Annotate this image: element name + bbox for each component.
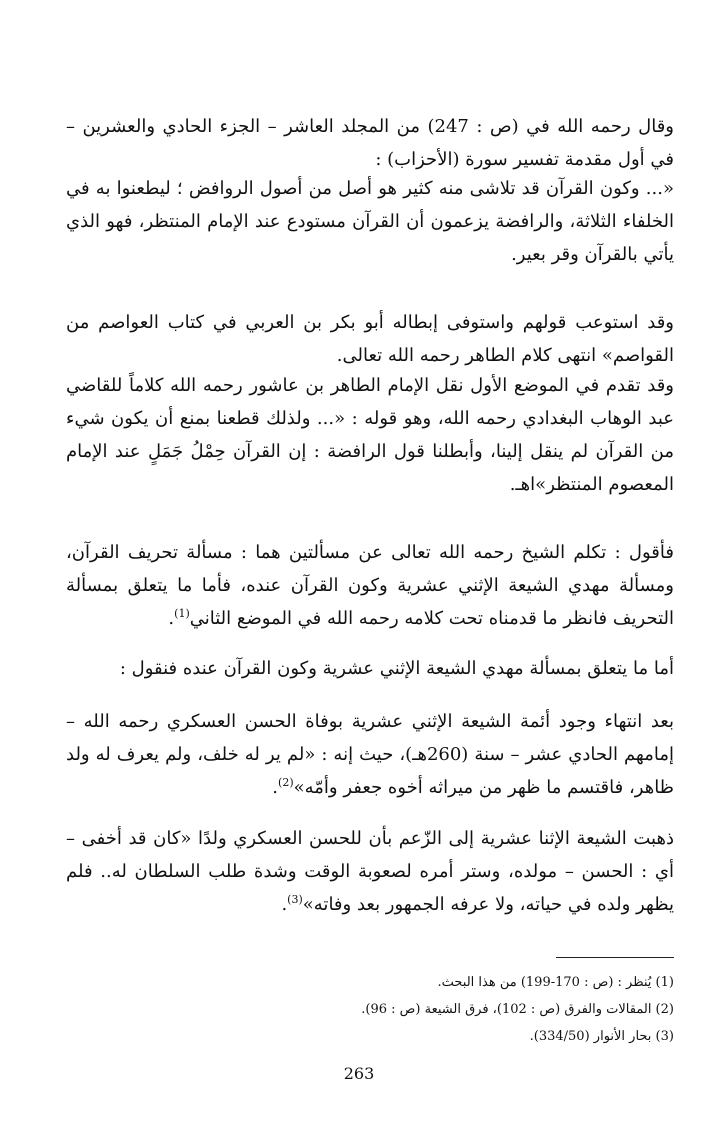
footnote-ref-3: (3)	[287, 893, 303, 906]
paragraph-text: وقال رحمه الله في (ص : 247) من المجلد العاشر – الجزء الحادي والعشرين – في أول مقدمة تفسير سورة (الأحزاب) :	[66, 116, 674, 170]
paragraph-commentary: فأقول : تكلم الشيخ رحمه الله تعالى عن مسألتين هما : مسألة تحريف القرآن، ومسألة مهدي الشيعة الإثني عشرية وكون القرآن عنده، فأما ما يتعلق بمسألة التحريف فانظر ما قدمناه تحت كلامه رحمه الله في الموضع الثاني$^{(1)}$.	[66, 542, 674, 629]
footnote-2: (2) المقالات والفرق (ص : 102)، فرق الشيعة (ص : 96).	[361, 1002, 674, 1017]
paragraph-text: وقد استوعب قولهم واستوفى إبطاله أبو بكر بن العربي في كتاب العواصم من القواصم» انتهى كلام الطاهر رحمه الله تعالى.	[66, 312, 674, 366]
footnote-divider	[556, 957, 674, 958]
footnote-ref-1: (1)	[174, 607, 190, 620]
paragraph-text: وقد تقدم في الموضع الأول نقل الإمام الطاهر بن عاشور رحمه الله كلاماً للقاضي عبد الوهاب البغدادي رحمه الله، وهو قوله : «... ولذلك قطعنا بمنع أن يكون شيء من القرآن لم ينقل إلينا، وأبطلنا قول الرافضة : إن القرآن حِمْلُ جَمَلٍ عند الإمام المعصوم المنتظر»اهـ.	[66, 375, 674, 495]
paragraph-text: فأقول : تكلم الشيخ رحمه الله تعالى عن مسألتين هما : مسألة تحريف القرآن، ومسألة مهدي الشيعة الإثني عشرية وكون القرآن عنده، فأما ما يتعلق بمسألة التحريف فانظر ما قدمناه تحت كلامه رحمه الله في الموضع الثاني	[66, 542, 674, 629]
footnote-1: (1) يُنظر : (ص : 170-199) من هذا البحث.	[437, 975, 674, 990]
paragraph-previous-reference	[66, 369, 674, 501]
paragraph-text: بعد انتهاء وجود أئمة الشيعة الإثني عشرية بوفاة الحسن العسكري رحمه الله – إمامهم الحادي عشر – سنة (260هـ)، حيث إنه : «لم ير له خلف، ولم يعرف له ولد ظاهر، فاقتسم ما ظهر من ميراثه أخوه جعفر وأمّه»	[66, 711, 674, 798]
paragraph-text: ذهبت الشيعة الإثنا عشرية إلى الزّعم بأن للحسن العسكري ولدًا «كان قد أخفى – أي : الحسن – مولده، وستر أمره لصعوبة الوقت وشدة طلب السلطان له.. فلم يظهر ولده في حياته، ولا عرفه الجمهور بعد وفاته»	[66, 828, 674, 915]
paragraph-quote-end	[66, 306, 674, 372]
footnote-3: (3) بحار الأنوار (334/50).	[529, 1029, 674, 1044]
paragraph-claim: ذهبت الشيعة الإثنا عشرية إلى الزّعم بأن للحسن العسكري ولدًا «كان قد أخفى – أي : الحسن – مولده، وستر أمره لصعوبة الوقت وشدة طلب السلطان له.. فلم يظهر ولده في حياته، ولا عرفه الجمهور بعد وفاته»$^{(3)}$.	[66, 828, 674, 915]
paragraph-text: أما ما يتعلق بمسألة مهدي الشيعة الإثني عشرية وكون القرآن عنده فنقول :	[119, 658, 674, 679]
paragraph-history: بعد انتهاء وجود أئمة الشيعة الإثني عشرية بوفاة الحسن العسكري رحمه الله – إمامهم الحادي عشر – سنة (260هـ)، حيث إنه : «لم ير له خلف، ولم يعرف له ولد ظاهر، فاقتسم ما ظهر من ميراثه أخوه جعفر وأمّه»$^{(2)}$.	[66, 711, 674, 798]
paragraph-quote-intro	[66, 110, 674, 176]
paragraph-transition	[66, 652, 674, 685]
page-number: 263	[343, 1064, 375, 1083]
paragraph-quotation	[66, 172, 674, 271]
paragraph-text: «... وكون القرآن قد تلاشى منه كثير هو أصل من أصول الروافض ؛ ليطعنوا به في الخلفاء الثلاثة، والرافضة يزعمون أن القرآن مستودع عند الإمام المنتظر، فهو الذي يأتي بالقرآن وقر بعير.	[66, 178, 674, 265]
footnote-ref-2: (2)	[278, 776, 294, 789]
footnotes-section	[66, 969, 674, 1050]
